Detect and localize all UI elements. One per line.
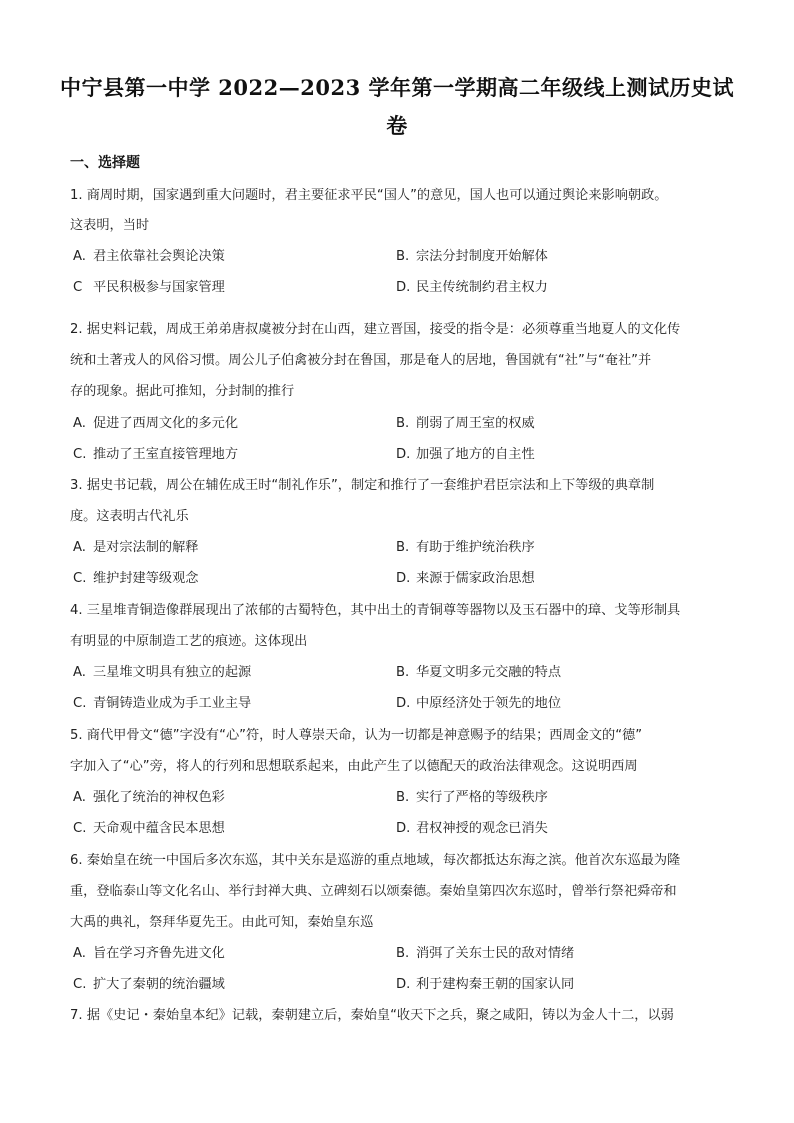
option-letter: A. (73, 665, 86, 680)
question-7-stem-line-1: 7. 据《史记・秦始皇本纪》记载，秦朝建立后，秦始皇“收天下之兵，聚之咸阳，铸以为金人十二，以弱 (70, 1008, 674, 1023)
question-2-stem-line-3: 存的现象。据此可推知，分封制的推行 (70, 384, 295, 399)
question-6-stem-line-3: 大禹的典礼，祭拜华夏先王。由此可知，秦始皇东巡 (70, 915, 374, 930)
option-text: 华夏文明多元交融的特点 (416, 665, 562, 680)
question-3-option-b[interactable] (396, 536, 535, 555)
option-letter: C. (73, 977, 87, 992)
option-text: 君主依靠社会舆论决策 (93, 249, 225, 264)
question-3-option-c[interactable] (73, 567, 199, 586)
question-6-option-d[interactable] (396, 973, 574, 992)
option-text: 君权神授的观念已消失 (416, 821, 548, 836)
option-letter: B. (396, 416, 410, 431)
question-4-stem-line-2: 有明显的中原制造工艺的痕迹。这体现出 (70, 634, 308, 649)
option-text: 削弱了周王室的权威 (416, 416, 535, 431)
option-letter: A. (73, 249, 86, 264)
question-5-option-b[interactable] (396, 786, 548, 805)
option-text: 促进了西周文化的多元化 (93, 416, 239, 431)
option-text: 维护封建等级观念 (93, 571, 199, 586)
question-2-option-a[interactable] (73, 412, 238, 431)
question-2-stem-line-1: 2. 据史料记载，周成王弟弟唐叔虞被分封在山西，建立晋国，接受的指令是：必须尊重当地夏人的文化传 (70, 322, 681, 337)
question-6-stem-line-1: 6. 秦始皇在统一中国后多次东巡，其中关东是巡游的重点地域，每次都抵达东海之滨。他首次东巡最为隆 (70, 853, 681, 868)
question-5-stem-line-2: 字加入了“心”旁，将人的行列和思想联系起来，由此产生了以德配天的政治法律观念。这说明西周 (70, 759, 638, 774)
question-4-option-d[interactable] (396, 692, 561, 711)
option-text: 加强了地方的自主性 (416, 447, 535, 462)
option-text: 来源于儒家政治思想 (416, 571, 535, 586)
question-6-option-c[interactable] (73, 973, 225, 992)
option-letter: B. (396, 946, 410, 961)
option-text: 旨在学习齐鲁先进文化 (93, 946, 225, 961)
option-text: 青铜铸造业成为手工业主导 (93, 696, 252, 711)
option-letter: B. (396, 540, 410, 555)
option-text: 宗法分封制度开始解体 (416, 249, 548, 264)
question-1-option-b[interactable] (396, 245, 548, 264)
option-text: 民主传统制约君主权力 (416, 280, 548, 295)
option-letter: D. (396, 447, 411, 462)
option-letter: C. (73, 821, 87, 836)
option-letter: A. (73, 946, 86, 961)
question-1-stem-line-2: 这表明，当时 (70, 218, 150, 233)
section-heading: 一、选择题 (70, 155, 140, 171)
question-3-option-a[interactable] (73, 536, 199, 555)
question-5-option-c[interactable] (73, 817, 225, 836)
option-letter: B. (396, 249, 410, 264)
question-2-option-d[interactable] (396, 443, 535, 462)
option-letter: B. (396, 790, 410, 805)
question-2-option-b[interactable] (396, 412, 535, 431)
exam-title-line-2: 卷 (386, 113, 408, 138)
option-text: 天命观中蕴含民本思想 (93, 821, 225, 836)
question-2-option-c[interactable] (73, 443, 238, 462)
option-text: 有助于维护统治秩序 (416, 540, 535, 555)
question-3-stem-line-1: 3. 据史书记载，周公在辅佐成王时“制礼作乐”，制定和推行了一套维护君臣宗法和上下等级的典章制 (70, 478, 655, 493)
question-1-option-a[interactable] (73, 245, 225, 264)
option-text: 扩大了秦朝的统治疆域 (93, 977, 225, 992)
option-letter: D. (396, 977, 411, 992)
exam-title-line-1: 中宁县第一中学 2022—2023 学年第一学期高二年级线上测试历史试 (59, 75, 734, 100)
option-letter: A. (73, 540, 86, 555)
option-letter: A. (73, 416, 86, 431)
option-letter: A. (73, 790, 86, 805)
question-4-stem-line-1: 4. 三星堆青铜造像群展现出了浓郁的古蜀特色，其中出土的青铜尊等器物以及玉石器中的璋、戈等形制具 (70, 603, 681, 618)
option-letter: D. (396, 571, 411, 586)
question-6-option-b[interactable] (396, 942, 574, 961)
option-letter: C (73, 280, 83, 295)
question-3-option-d[interactable] (396, 567, 535, 586)
option-letter: C. (73, 571, 87, 586)
option-letter: B. (396, 665, 410, 680)
question-5-stem-line-1: 5. 商代甲骨文“德”字没有“心”符，时人尊崇天命，认为一切都是神意赐予的结果；西周金文的“德” (70, 728, 643, 743)
option-text: 推动了王室直接管理地方 (93, 447, 239, 462)
question-4-option-c[interactable] (73, 692, 251, 711)
question-4-option-b[interactable] (396, 661, 561, 680)
option-text: 中原经济处于领先的地位 (416, 696, 562, 711)
question-1-option-c[interactable] (73, 276, 225, 295)
question-4-option-a[interactable] (73, 661, 251, 680)
option-text: 实行了严格的等级秩序 (416, 790, 548, 805)
option-text: 消弭了关东士民的敌对情绪 (416, 946, 575, 961)
question-6-option-a[interactable] (73, 942, 225, 961)
option-text: 利于建构秦王朝的国家认同 (416, 977, 575, 992)
question-5-option-d[interactable] (396, 817, 548, 836)
option-letter: C. (73, 696, 87, 711)
question-1-stem-line-1: 1. 商周时期，国家遇到重大问题时，君主要征求平民“国人”的意见，国人也可以通过舆论来影响朝政。 (70, 188, 668, 203)
option-text: 三星堆文明具有独立的起源 (93, 665, 252, 680)
option-text: 强化了统治的神权色彩 (93, 790, 225, 805)
question-2-stem-line-2: 统和土著戎人的风俗习惯。周公儿子伯禽被分封在鲁国，那是奄人的居地，鲁国就有“社”与“奄社”并 (70, 353, 652, 368)
question-5-option-a[interactable] (73, 786, 225, 805)
option-letter: D. (396, 280, 411, 295)
question-3-stem-line-2: 度。这表明古代礼乐 (70, 509, 189, 524)
question-1-option-d[interactable] (396, 276, 548, 295)
option-letter: C. (73, 447, 87, 462)
option-text: 平民积极参与国家管理 (93, 280, 225, 295)
question-6-stem-line-2: 重，登临泰山等文化名山、举行封禅大典、立碑刻石以颂秦德。秦始皇第四次东巡时，曾举行祭祀舜帝和 (70, 884, 677, 899)
option-text: 是对宗法制的解释 (93, 540, 199, 555)
option-letter: D. (396, 696, 411, 711)
option-letter: D. (396, 821, 411, 836)
